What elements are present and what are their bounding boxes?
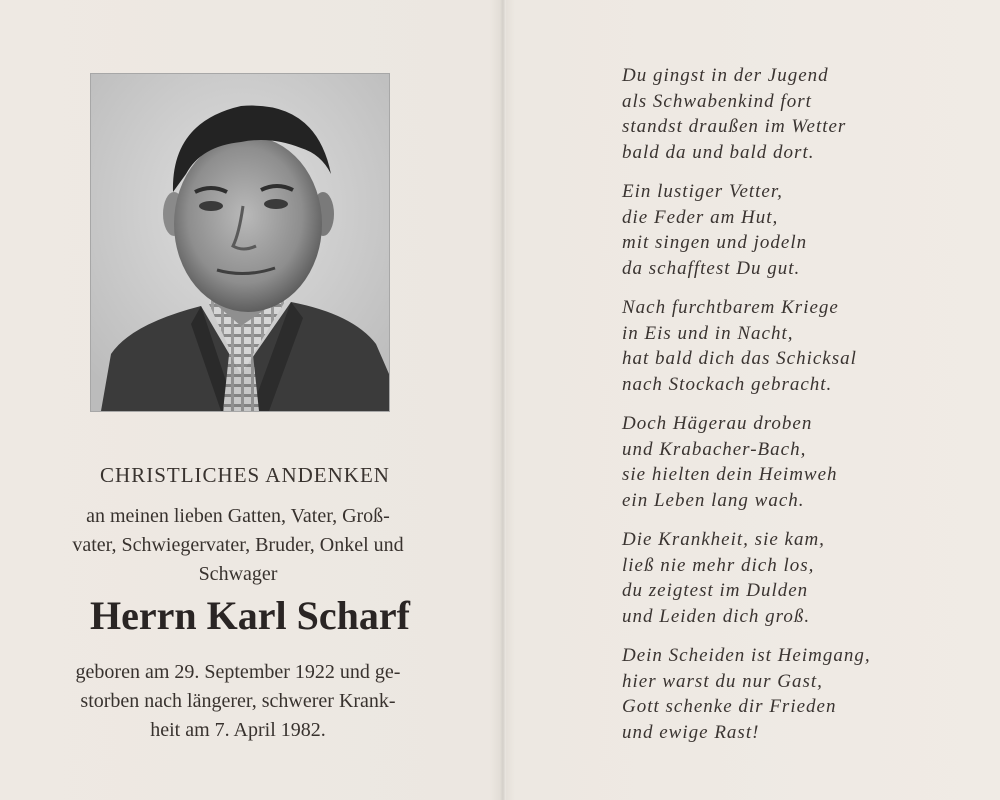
life-dates-text (36, 658, 440, 745)
poem-line: standst draußen im Wetter (622, 116, 847, 137)
poem-line: sie hielten dein Heimweh (622, 464, 838, 485)
poem-line: Doch Hägerau droben (622, 413, 813, 434)
poem-line: ein Leben lang wach. (622, 489, 805, 511)
poem-line: Dein Scheiden ist Heimgang, (622, 645, 871, 666)
portrait-photo (90, 73, 390, 412)
poem-line: Die Krankheit, sie kam, (622, 529, 825, 550)
right-panel (500, 0, 1000, 800)
poem-line: Du gingst in der Jugend (622, 65, 829, 86)
memorial-heading: CHRISTLICHES ANDENKEN (100, 463, 390, 487)
poem-stanza (622, 527, 972, 629)
poem-line: hier warst du nur Gast, (622, 670, 823, 692)
portrait-illustration (91, 74, 389, 411)
poem-line: bald da und bald dort. (622, 141, 815, 163)
poem-stanza (622, 643, 972, 745)
poem-stanza (622, 63, 972, 165)
poem-line: Gott schenke dir Frieden (622, 696, 837, 717)
poem-line: und Krabacher-Bach, (622, 438, 807, 460)
poem-line: nach Stockach gebracht. (622, 373, 833, 395)
poem-line: da schafftest Du gut. (622, 257, 801, 279)
relations-text (36, 502, 440, 589)
deceased-name: Herrn Karl Scharf (90, 593, 410, 638)
poem-line: und Leiden dich groß. (622, 605, 811, 627)
poem-line: du zeigtest im Dulden (622, 580, 809, 601)
poem-line: Ein lustiger Vetter, (622, 181, 783, 202)
poem-line: Nach furchtbarem Kriege (622, 297, 839, 318)
dates-line: heit am 7. April 1982. (150, 719, 326, 741)
poem-line: und ewige Rast! (622, 721, 760, 743)
poem-line: in Eis und in Nacht, (622, 322, 794, 344)
poem-line: als Schwabenkind fort (622, 90, 812, 112)
poem-line: ließ nie mehr dich los, (622, 554, 815, 576)
relations-line: Schwager (198, 563, 278, 585)
poem-stanza (622, 411, 972, 513)
dates-line: geboren am 29. September 1922 und ge- (75, 661, 401, 683)
poem-stanza (622, 179, 972, 281)
relations-line: an meinen lieben Gatten, Vater, Groß- (86, 505, 390, 527)
dates-line: storben nach längerer, schwerer Krank- (80, 690, 396, 712)
poem-line: hat bald dich das Schicksal (622, 348, 857, 369)
poem-stanza (622, 295, 972, 397)
memorial-poem (622, 63, 972, 759)
relations-line: vater, Schwiegervater, Bruder, Onkel und (72, 534, 404, 556)
poem-line: mit singen und jodeln (622, 232, 808, 253)
poem-line: die Feder am Hut, (622, 206, 779, 228)
